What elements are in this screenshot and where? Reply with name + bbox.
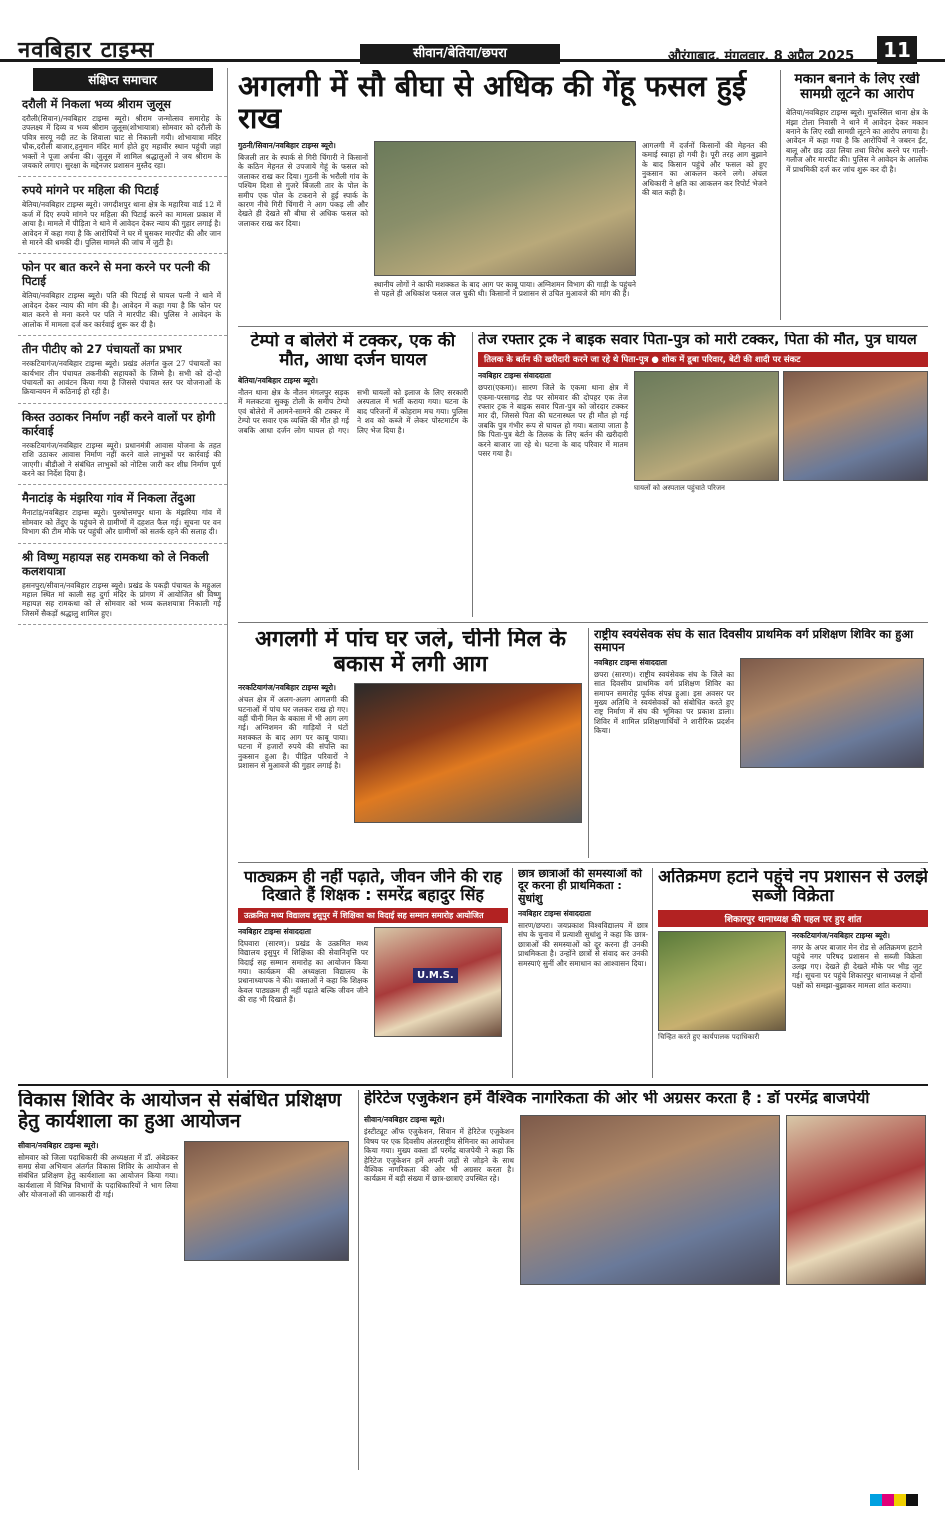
truck-text: छपरा(एकमा)। सारण जिले के एकमा थाना क्षेत्र में एकमा-परसागढ़ रोड पर सोमवार की दोपहर एक तेज रफ्तार ट्रक ने बाइक सवार पिता-पुत्र को जोरदार टक्कर मार दी, जिससे पिता की घटनास्थल पर ही मौत हो गई जबकि पुत्र गंभीर रूप से घायल हो गया। बताया जाता है कि पिता-पुत्र बेटी के तिलक के लिए बर्तन की खरीदारी करने बाजार जा रहे थे। घटना के बाद परिवार में मातम पसर गया है। [478, 383, 628, 459]
rss-story [594, 628, 928, 858]
family-photo [783, 371, 928, 481]
students-text: सारण/छपरा। जयप्रकाश विश्वविद्यालय में छात्र संघ के चुनाव में प्रत्याशी सुधांशु ने कहा कि छात्र-छात्राओं की समस्याओं को दूर करना ही उनकी प्राथमिकता है। उन्होंने छात्रों से संवाद कर उनकी समस्याएं सुनीं और समाधान का आश्वासन दिया। [518, 920, 648, 968]
tempo-headline: टेम्पो व बोलेरो में टक्कर, एक की मौत, आधा दर्जन घायल [250, 332, 456, 371]
section-divider [238, 862, 928, 863]
cyan-swatch [870, 1494, 882, 1506]
dateline: औरंगाबाद, मंगलवार, 8 अप्रैल 2025 [668, 49, 855, 64]
truck-story [478, 332, 928, 622]
brief-title: दरौली में निकला भव्य श्रीराम जुलूस [22, 97, 171, 111]
side-text: बेतिया/नवबिहार टाइम्स ब्यूरो। मुफस्सिल थाना क्षेत्र के मंझा टोला निवासी ने थाने में आवेदन देकर मकान बनाने के लिए रखी सामग्री लूटने का आरोप लगाया है। आवेदन में कहा गया है कि आरोपियों ने जबरन ईंट, बालू और छड़ उठा लिया तथा विरोध करने पर गाली-गलौज और मारपीट की। पुलिस ने आवेदन के आलोक में प्राथमिकी दर्ज कर जांच शुरू कर दी है। [786, 108, 928, 174]
brief-text: दरौली(सिवान)/नवबिहार टाइम्स ब्यूरो। श्रीराम जन्मोत्सव समारोह के उपलक्ष्य में दिव्य व भव्य श्रीराम जुलूस(शोभायात्रा) सोमवार को दरौली के पवित्र सरयू नदी तट के शिवाला घाट से निकाली गयी। शोभायात्रा मंदिर चौक,दरौली बाजार,हनुमान मंदिर मार्ग होते हुए महावीर स्थान पहुंची जहां भक्तों ने पूजा अर्चना की। जुलूस में शामिल श्रद्धालुओं ने जय श्रीराम के जयकारे लगाए। सुरक्षा के मद्देनजर प्रशासन मुस्तैद रहा। [22, 114, 221, 171]
brief-item [18, 342, 227, 404]
brief-item [18, 550, 227, 626]
truck-headline: तेज रफ्तार ट्रक ने बाइक सवार पिता-पुत्र को मारी टक्कर, पिता की मौत, पुत्र घायल [478, 332, 917, 348]
encroach-kicker: शिकारपुर थानाध्यक्ष की पहल पर हुए शांत [658, 910, 928, 927]
teacher-event-photo [374, 927, 502, 1037]
rss-headline: राष्ट्रीय स्वयंसेवक संघ के सात दिवसीय प्राथमिक वर्ग प्रशिक्षण शिविर का हुआ समापन [594, 628, 914, 654]
fire-byline: नरकटियागंज/नवबिहार टाइम्स ब्यूरो। [238, 683, 336, 693]
page-number: 11 [877, 36, 917, 64]
teacher-byline: नवबिहार टाइम्स संवाददाता [238, 926, 311, 936]
heritage-seminar-photo [520, 1115, 780, 1285]
briefs-heading: संक्षिप्त समाचार [33, 68, 213, 91]
rss-byline: नवबिहार टाइम्स संवाददाता [594, 657, 667, 667]
brief-text: मैनाटांड़/नवबिहार टाइम्स ब्यूरो। पुरुषोत्तमपुर थाना के मंझरिया गांव में सोमवार को तेंदुए के पहुंचने से ग्रामीणों में दहशत फैल गई। सूचना पर वन विभाग की टीम मौके पर पहुंची और ग्रामीणों को सतर्क रहने की सलाह दी। [22, 508, 221, 537]
section-label: सीवान/बेतिया/छपरा [360, 44, 560, 64]
section-divider [18, 1084, 928, 1086]
column-divider [472, 332, 473, 617]
lead-headline: अगलगी में सौ बीघा से अधिक की गेंहू फसल हुई राख [238, 70, 747, 136]
vegetable-market-photo [658, 931, 786, 1031]
workshop-headline: विकास शिविर के आयोजन से संबंधित प्रशिक्षण हेतु कार्यशाला का हुआ आयोजन [18, 1090, 342, 1133]
fire-headline: अगलगी में पांच घर जले, चीनी मिल के बकास में लगी आग [255, 628, 566, 677]
students-headline: छात्र छात्राओं की समस्याओं को दूर करना ही प्राथमिकता : सुधांशु [518, 868, 643, 905]
lead-byline: गुठनी/सिवान/नवबिहार टाइम्स ब्यूरो। [238, 140, 336, 150]
brief-title: मैनाटांड़ के मंझरिया गांव में निकला तेंदुआ [22, 491, 196, 506]
column-divider [512, 868, 513, 1078]
truck-caption: घायलों को अस्पताल पहुंचाते परिजन [634, 484, 725, 493]
truck-byline: नवबिहार टाइम्स संवाददाता [478, 371, 551, 381]
burnt-field-photo [374, 141, 636, 276]
rss-text: छपरा (सारण)। राष्ट्रीय स्वयंसेवक संघ के जिले का सात दिवसीय प्राथमिक वर्ग प्रशिक्षण शिविर का समापन समारोह पूर्वक संपन्न हुआ। इस अवसर पर मुख्य अतिथि ने स्वयंसेवकों को संबोधित करते हुए राष्ट्र निर्माण में संघ की भूमिका पर प्रकाश डाला। शिविर में शामिल प्रशिक्षणार्थियों ने शारीरिक प्रदर्शन किया। [594, 669, 734, 736]
lead-story [238, 70, 773, 370]
column-divider [358, 1090, 359, 1470]
section-divider [238, 622, 928, 623]
teacher-story [238, 868, 508, 1080]
workshop-text: सोमवार को जिला पदाधिकारी की अध्यक्षता में डॉ. अंबेडकर समग्र सेवा अभियान अंतर्गत विकास शिविर के आयोजन से संबंधित प्रशिक्षण हेतु कार्यशाला का आयोजन किया गया। कार्यशाला में विभिन्न विभागों के पदाधिकारियों ने भाग लिया और योजनाओं की जानकारी दी गई। [18, 1152, 178, 1200]
students-story [518, 868, 648, 1080]
workshop-byline: सीवान/नवबिहार टाइम्स ब्यूरो। [18, 1140, 99, 1150]
teacher-kicker: उत्क्रमित मध्य विद्यालय इसुपुर में शिक्षिका का विदाई सह सम्मान समारोह आयोजित [238, 908, 508, 923]
column-divider [588, 628, 589, 858]
encroach-caption: चिन्हित करते हुए कार्यपालक पदाधिकारी [658, 1033, 760, 1042]
encroach-headline: अतिक्रमण हटाने पहुंचे नप प्रशासन से उलझे सब्जी विक्रेता [658, 868, 928, 907]
workshop-photo [184, 1141, 349, 1261]
tempo-byline: बेतिया/नवबिहार टाइम्स ब्यूरो। [238, 376, 318, 386]
teacher-text: दिघवारा (सारण)। प्रखंड के उत्क्रमित मध्य विद्यालय इसुपुर में शिक्षिका की सेवानिवृत्ति पर विदाई सह सम्मान समारोह का आयोजन किया गया। कार्यक्रम की अध्यक्षता विद्यालय के प्रधानाध्यापक ने की। वक्ताओं ने कहा कि शिक्षक केवल पाठ्यक्रम ही नहीं पढ़ाते बल्कि जीवन जीने की राह भी दिखाते हैं। [238, 938, 368, 1005]
encroach-story [658, 868, 928, 1080]
brief-item [18, 410, 227, 486]
brief-text: बेतिया/नवबिहार टाइम्स ब्यूरो। पति की पिटाई से घायल पत्नी ने थाने में आवेदन देकर न्याय की मांग की है। आवेदन में कहा गया है कि फोन पर बात करने से मना करने पर पति ने मारपीट की। पुलिस ने आवेदन के आलोक में मामला दर्ज कर कार्रवाई शुरू कर दी है। [22, 291, 221, 329]
brief-title: फोन पर बात करने से मना करने पर पत्नी की पिटाई [22, 260, 210, 289]
newspaper-brand: नवबिहार टाइम्स [18, 38, 155, 63]
briefs-column [18, 68, 228, 1078]
accident-scene-photo [634, 371, 779, 481]
heritage-byline: सीवान/नवबिहार टाइम्स ब्यूरो। [364, 1115, 445, 1125]
side-headline: मकान बनाने के लिए रखी सामग्री लूटने का आरोप [794, 72, 920, 103]
lead-text-2: स्थानीय लोगों ने काफी मशक्कत के बाद आग पर काबू पाया। अग्निशमन विभाग की गाड़ी के पहुंचने से पहले ही अधिकांश फसल जल चुकी थी। किसानों ने प्रशासन से उचित मुआवजे की मांग की है। [374, 279, 636, 299]
encroach-text: नगर के अपर बाजार मेन रोड से अतिक्रमण हटाने पहुंचे नगर परिषद प्रशासन से सब्जी विक्रेता उलझ गए। देखते ही देखते मौके पर भीड़ जुट गई। सूचना पर पहुंचे शिकारपुर थानाध्यक्ष ने दोनों पक्षों को समझा-बुझाकर मामला शांत कराया। [792, 943, 922, 990]
truck-kicker: तिलक के बर्तन की खरीदारी करने जा रहे थे पिता-पुत्र ● शोक में डूबा परिवार, बेटी की शादी पर संकट [478, 352, 928, 367]
school-banner: U.M.S. [413, 968, 458, 983]
brief-item [18, 260, 227, 336]
brief-text: नरकटियागंज/नवबिहार टाइम्स ब्यूरो। प्रधानमंत्री आवास योजना के तहत राशि उठाकर आवास निर्माण नहीं करने वाले लाभुकों पर कार्रवाई की जाएगी। बीडीओ ने संबंधित लाभुकों को नोटिस जारी कर शीघ्र निर्माण पूर्ण करने का निर्देश दिया है। [22, 440, 221, 478]
fire-text: अंचल क्षेत्र में अलग-अलग आगलगी की घटनाओं में पांच घर जलकर राख हो गए। वहीं चीनी मिल के बकास में भी आग लग गई। अग्निशमन की गाड़ियों ने घंटों मशक्कत के बाद आग पर काबू पाया। घटना में हजारों रुपये की संपत्ति का नुकसान हुआ है। पीड़ित परिवारों ने प्रशासन से मुआवजे की गुहार लगाई है। [238, 695, 348, 771]
brief-item [18, 491, 227, 543]
teacher-headline: पाठ्यक्रम ही नहीं पढ़ाते, जीवन जीने की राह दिखाते हैं शिक्षक : समरेंद्र बहादुर सिंह [243, 868, 503, 904]
tempo-story [238, 332, 468, 622]
column-divider [652, 868, 653, 1078]
brief-item [18, 183, 227, 254]
cmyk-registration [870, 1494, 918, 1506]
heritage-stage-photo [786, 1115, 926, 1285]
workshop-story [18, 1090, 353, 1475]
lead-text-3: आगलगी में दर्जनों किसानों की मेहनत की कमाई स्वाहा हो गयी है। पूरी तरह आग बुझाने के बाद किसान पहुंचे और फसल को हुए नुकसान का आकलन करने लगे। अंचल अधिकारी ने क्षति का आकलन कर रिपोर्ट भेजने की बात कही है। [642, 140, 767, 197]
fire-houses-story [238, 628, 583, 858]
heritage-headline: हेरिटेज एजुकेशन हमें वैश्विक नागरिकता की ओर भी अग्रसर करता है : डॉ परमेंद्र बाजपेयी [364, 1090, 870, 1107]
black-swatch [906, 1494, 918, 1506]
brief-text: हसनपुरा/सीवान/नवबिहार टाइम्स ब्यूरो। प्रखंड के पकड़ी पंचायत के महुअल महाल स्थित मां काली सह दुर्गा मंदिर के प्रांगण में आयोजित श्री विष्णु महायज्ञ सह रामकथा को ले सोमवार को भव्य कलशयात्रा निकाली गई जिसमें सैकड़ों श्रद्धालु शामिल हुए। [22, 580, 221, 618]
brief-title: किस्त उठाकर निर्माण नहीं करने वालों पर होगी कार्रवाई [22, 409, 216, 438]
yellow-swatch [894, 1494, 906, 1506]
side-story [786, 72, 928, 322]
column-divider [780, 70, 781, 320]
masthead [0, 0, 945, 62]
page-footer [0, 1480, 945, 1520]
brief-title: रुपये मांगने पर महिला की पिटाई [22, 183, 159, 198]
house-fire-photo [354, 683, 582, 823]
brief-item [18, 97, 227, 177]
encroach-byline: नरकटियागंज/नवबिहार टाइम्स ब्यूरो। [792, 931, 890, 941]
section-divider [238, 326, 928, 327]
students-byline: नवबिहार टाइम्स संवाददाता [518, 908, 591, 918]
brief-text: बेतिया/नवबिहार टाइम्स ब्यूरो। जगदीशपुर थाना क्षेत्र के महारिया वार्ड 12 में कर्ज में दिए रुपये मांगने पर महिला की पिटाई करने का मामला प्रकाश में आया है। मामले में पीड़िता ने थाने में आवेदन देकर न्याय की गुहार लगाई है। आवेदन में कहा गया है कि आरोपियों ने घर में घुसकर मारपीट की और जान से मारने की धमकी दी। पुलिस मामले की जांच में जुटी है। [22, 200, 221, 248]
tempo-text: नौतन थाना क्षेत्र के नौतन मंगलपुर सड़क में मलकटवा सुक्कू टोली के समीप टेम्पो एवं बोलेरो में आमने-सामने की टक्कर में टेम्पो पर सवार एक व्यक्ति की मौत हो गई जबकि आधा दर्जन लोग घायल हो गए। सभी घायलों को इलाज के लिए सरकारी अस्पताल में भर्ती कराया गया। घटना के बाद परिजनों में कोहराम मच गया। पुलिस ने शव को कब्जे में लेकर पोस्टमार्टम के लिए भेज दिया है। [238, 388, 468, 435]
magenta-swatch [882, 1494, 894, 1506]
lead-text-1: बिजली तार के स्पार्क से गिरी चिंगारी ने किसानों के कठिन मेहनत से उपजाये गेहूं के फसल को जलाकर राख कर दिया। गुठनी के भरौली गांव के पश्चिम दिशा से गुजरे बिजली तार के पोल के समीप एक पोल के टकराने से हुई स्पार्क के कारण नीचे गिरी चिंगारी ने आग पकड़ ली और देखते ही देखते सौ बीघा से अधिक फसल को जलाकर राख कर दिया। [238, 152, 368, 228]
heritage-text: इंस्टीट्यूट ऑफ एजुकेशन, सिवान में हेरिटेज एजुकेशन विषय पर एक दिवसीय अंतरराष्ट्रीय सेमिनार का आयोजन किया गया। मुख्य वक्ता डॉ परमेंद्र बाजपेयी ने कहा कि हेरिटेज एजुकेशन हमें अपनी जड़ों से जोड़ने के साथ वैश्विक नागरिकता की ओर भी अग्रसर करता है। कार्यक्रम में बड़ी संख्या में छात्र-छात्राएं उपस्थित रहे। [364, 1127, 514, 1184]
rss-camp-photo [740, 658, 924, 768]
heritage-story [364, 1090, 928, 1475]
brief-title: श्री विष्णु महायज्ञ सह रामकथा को ले निकली कलशयात्रा [22, 549, 209, 578]
brief-title: तीन पीटीए को 27 पंचायतों का प्रभार [22, 342, 182, 357]
brief-text: नरकटियागंज/नवबिहार टाइम्स ब्यूरो। प्रखंड अंतर्गत कुल 27 पंचायतों का कार्यभार तीन पंचायत तकनीकी सहायकों के जिम्मे है। सभी को दो-दो पंचायतों का आवंटन किया गया है जिससे पंचायत स्तर पर योजनाओं के क्रियान्वयन में कठिनाई हो रही है। [22, 359, 221, 397]
